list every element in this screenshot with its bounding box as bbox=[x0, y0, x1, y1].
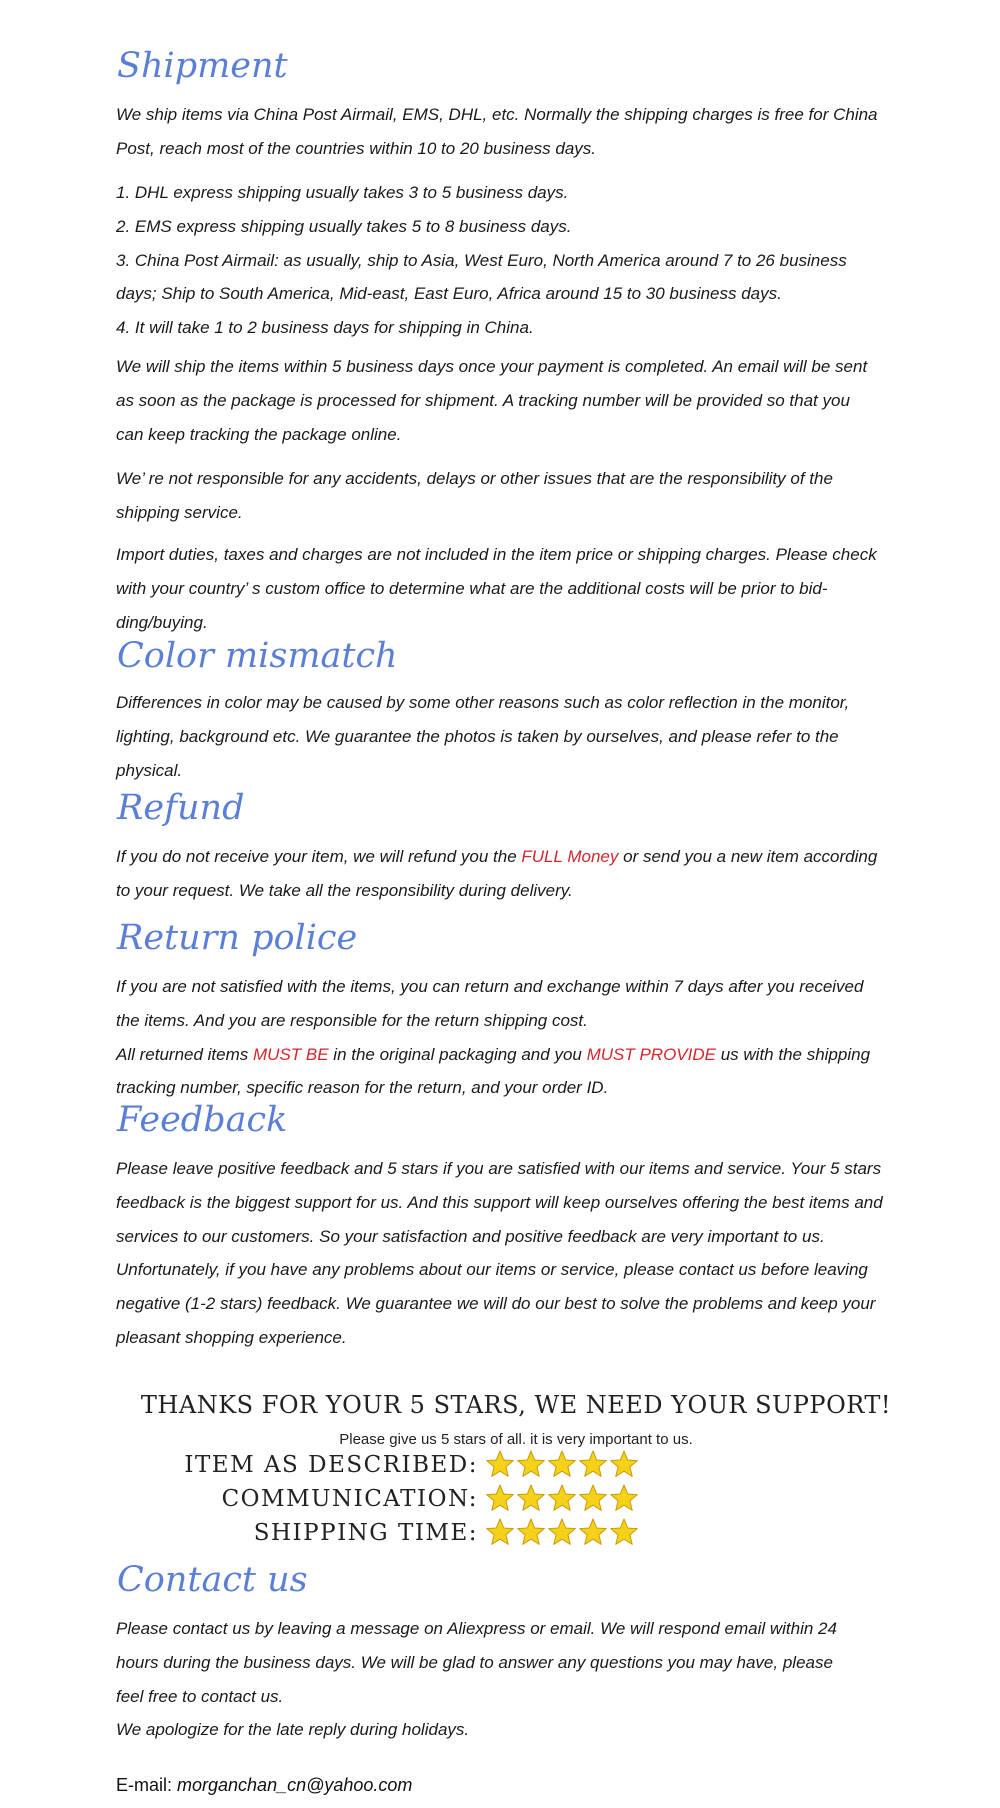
star-icon bbox=[547, 1483, 577, 1513]
star-icon bbox=[578, 1449, 608, 1479]
star-rating bbox=[485, 1483, 639, 1513]
text-line: the items. And you are responsible for the return shipping cost. bbox=[116, 1010, 588, 1030]
list-item: 3. China Post Airmail: as usually, ship to Asia, West Euro, North America around 7 to 26 business bbox=[116, 250, 847, 270]
text-line: We will ship the items within 5 business days once your payment is completed. An email will be sent bbox=[116, 357, 868, 376]
email-line bbox=[116, 1772, 412, 1798]
star-icon bbox=[609, 1517, 639, 1547]
feedback-text bbox=[116, 1152, 916, 1355]
star-icon bbox=[609, 1483, 639, 1513]
text-line: Import duties, taxes and charges are not included in the item price or shipping charges. Please check bbox=[116, 545, 877, 564]
star-icon bbox=[547, 1517, 577, 1547]
star-icon bbox=[578, 1517, 608, 1547]
must-be-highlight: MUST BE bbox=[253, 1044, 329, 1064]
shipment-responsibility bbox=[116, 462, 916, 530]
text-line: Please leave positive feedback and 5 stars if you are satisfied with our items and service. Your 5 stars bbox=[116, 1159, 882, 1178]
must-provide-highlight: MUST PROVIDE bbox=[586, 1044, 716, 1064]
text-line: physical. bbox=[116, 760, 183, 780]
return-police-heading: Return police bbox=[117, 918, 358, 958]
text-line: We ship items via China Post Airmail, EMS, DHL, etc. Normally the shipping charges is free for China bbox=[116, 105, 878, 124]
rating-label: SHIPPING TIME: bbox=[253, 1520, 478, 1546]
list-item: 2. EMS express shipping usually takes 5 to 8 business days. bbox=[116, 216, 572, 236]
text-line: We apologize for the late reply during holidays. bbox=[116, 1720, 470, 1740]
text-segment: If you do not receive your item, we will refund you the bbox=[116, 847, 522, 866]
text-line: can keep tracking the package online. bbox=[116, 424, 402, 444]
text-line: shipping service. bbox=[116, 502, 243, 522]
star-rating bbox=[485, 1517, 639, 1547]
thanks-title: THANKS FOR YOUR 5 STARS, WE NEED YOUR SUPPORT! bbox=[140, 1391, 892, 1419]
color-mismatch-text bbox=[116, 686, 916, 787]
color-mismatch-heading: Color mismatch bbox=[117, 636, 398, 676]
star-icon bbox=[485, 1483, 515, 1513]
text-line: feel free to contact us. bbox=[116, 1686, 284, 1706]
text-line: services to our customers. So your satisfaction and positive feedback are very important to us. bbox=[116, 1226, 825, 1246]
text-line: Differences in color may be caused by some other reasons such as color reflection in the monitor, bbox=[116, 693, 850, 712]
shipment-heading: Shipment bbox=[117, 46, 288, 86]
text-line: lighting, background etc. We guarantee the photos is taken by ourselves, and please refer to the bbox=[116, 726, 839, 746]
contact-text bbox=[116, 1612, 916, 1747]
text-line bbox=[116, 840, 916, 874]
star-icon bbox=[516, 1483, 546, 1513]
text-line: Please contact us by leaving a message on Aliexpress or email. We will respond email within 24 bbox=[116, 1619, 837, 1638]
text-line: hours during the business days. We will be glad to answer any questions you may have, please bbox=[116, 1652, 833, 1672]
contact-heading: Contact us bbox=[117, 1560, 308, 1600]
text-line: negative (1-2 stars) feedback. We guarantee we will do our best to solve the problems and keep your bbox=[116, 1294, 876, 1314]
text-line: feedback is the biggest support for us. And this support will keep ourselves offering the best items and bbox=[116, 1192, 883, 1212]
rating-label: ITEM AS DESCRIBED: bbox=[184, 1452, 478, 1478]
star-icon bbox=[547, 1449, 577, 1479]
text-line: ding/buying. bbox=[116, 612, 208, 632]
thanks-subtitle: Please give us 5 stars of all. it is very important to us. bbox=[339, 1431, 693, 1448]
rating-item-as-described bbox=[0, 1449, 1000, 1481]
return-police-text bbox=[116, 970, 916, 1105]
text-line: Post, reach most of the countries within 10 to 20 business days. bbox=[116, 138, 597, 158]
shipment-duties bbox=[116, 538, 916, 639]
refund-heading: Refund bbox=[117, 788, 245, 828]
text-line: If you are not satisfied with the items, you can return and exchange within 7 days after you received bbox=[116, 977, 864, 996]
text-line: with your country’ s custom office to determine what are the additional costs will be prior to bid- bbox=[116, 578, 828, 598]
shipment-dispatch bbox=[116, 350, 916, 451]
star-rating bbox=[485, 1449, 639, 1479]
text-segment: or send you a new item according bbox=[618, 847, 878, 866]
text-segment: us with the shipping bbox=[715, 1044, 871, 1064]
list-item: days; Ship to South America, Mid-east, East Euro, Africa around 15 to 30 business days. bbox=[116, 284, 782, 304]
star-icon bbox=[485, 1517, 515, 1547]
star-icon bbox=[609, 1449, 639, 1479]
list-item: 4. It will take 1 to 2 business days for shipping in China. bbox=[116, 318, 534, 338]
text-line: to your request. We take all the responsibility during delivery. bbox=[116, 880, 573, 900]
refund-text bbox=[116, 840, 916, 908]
text-line: tracking number, specific reason for the return, and your order ID. bbox=[116, 1078, 609, 1098]
full-money-highlight: FULL Money bbox=[521, 847, 619, 866]
text-segment: All returned items bbox=[116, 1044, 253, 1064]
email-label: E-mail: bbox=[116, 1775, 178, 1795]
star-icon bbox=[516, 1517, 546, 1547]
shipment-list bbox=[116, 176, 916, 345]
rating-shipping-time bbox=[0, 1517, 1000, 1549]
star-icon bbox=[578, 1483, 608, 1513]
text-line: Unfortunately, if you have any problems about our items or service, please contact us before leaving bbox=[116, 1260, 868, 1280]
rating-label: COMMUNICATION: bbox=[221, 1486, 478, 1512]
star-icon bbox=[516, 1449, 546, 1479]
rating-communication bbox=[0, 1483, 1000, 1515]
text-segment: in the original packaging and you bbox=[328, 1044, 587, 1064]
text-line: as soon as the package is processed for shipment. A tracking number will be provided so that you bbox=[116, 390, 850, 410]
shipment-intro bbox=[116, 98, 916, 166]
email-address-link[interactable]: morganchan_cn@yahoo.com bbox=[177, 1775, 413, 1795]
text-line: pleasant shopping experience. bbox=[116, 1327, 347, 1347]
text-line: We’ re not responsible for any accidents, delays or other issues that are the responsibility of the bbox=[116, 469, 833, 488]
star-icon bbox=[485, 1449, 515, 1479]
list-item: 1. DHL express shipping usually takes 3 to 5 business days. bbox=[116, 183, 569, 202]
feedback-heading: Feedback bbox=[117, 1100, 288, 1140]
text-line bbox=[116, 1038, 916, 1072]
